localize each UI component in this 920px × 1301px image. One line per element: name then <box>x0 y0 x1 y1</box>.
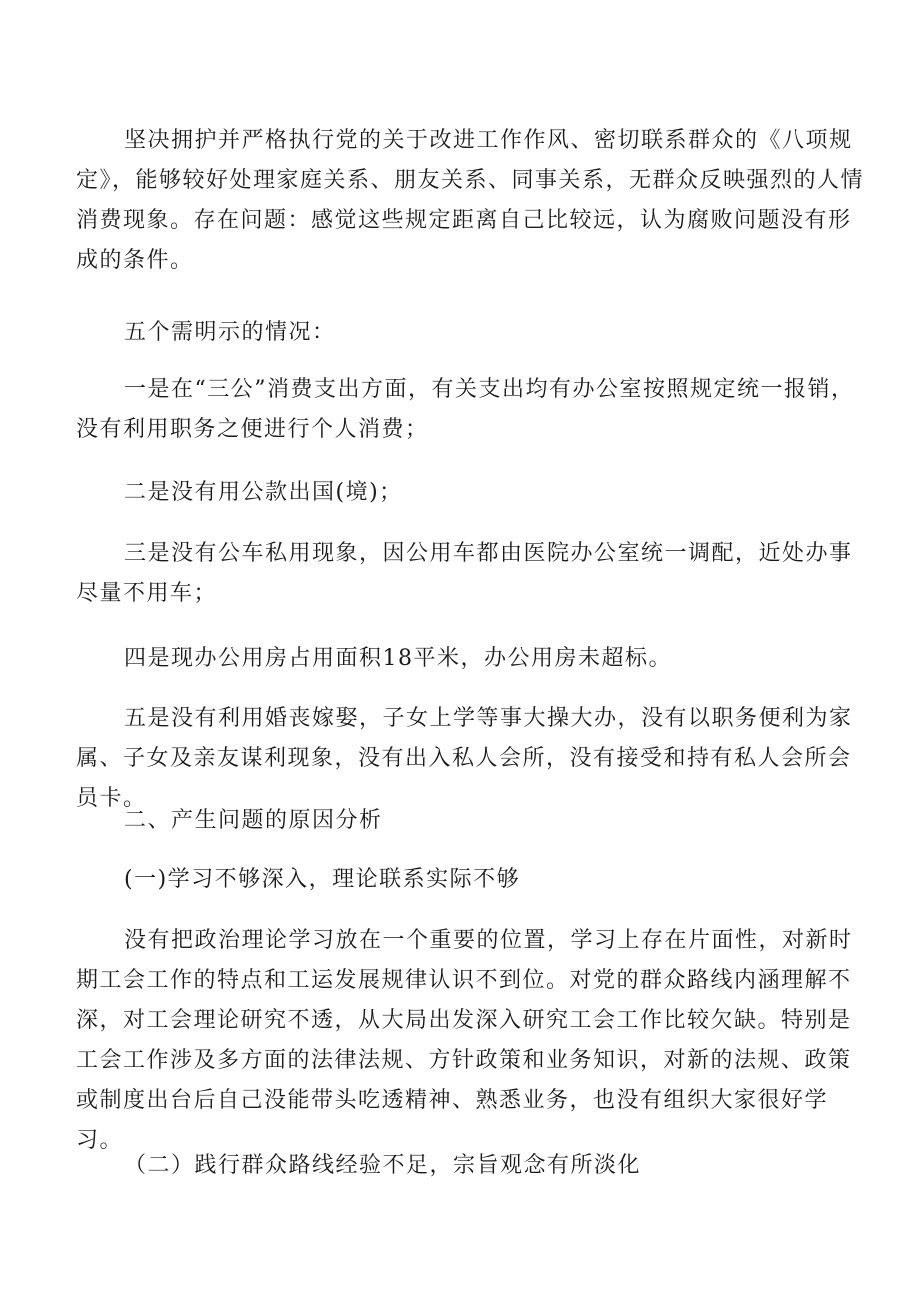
paragraph-study-analysis: 没有把政治理论学习放在一个重要的位置，学习上存在片面性，对新时期工会工作的特点和工运发展规律认识不到位。对党的群众路线内涵理解不深，对工会理论研究不透，从大局出发深入研究工会工作比较欠缺。特别是工会工作涉及多方面的法律法规、方针政策和业务知识，对新的法规、政策或制度出台后自己没能带头吃透精神、熟悉业务，也没有组织大家很好学习。 <box>76 928 853 1153</box>
paragraph-disclosure-3: 三是没有公车私用现象，因公用车都由医院办公室统一调配，近处办事尽量不用车； <box>76 541 853 606</box>
section-heading-cause-analysis: 二、产生问题的原因分析 <box>124 808 383 833</box>
subheading-study: (一)学习不够深入，理论联系实际不够 <box>124 867 521 892</box>
paragraph-five-disclosures-heading: 五个需明示的情况： <box>124 320 336 345</box>
paragraph-disclosure-2: 二是没有用公款出国(境)； <box>124 480 403 505</box>
paragraph-disclosure-5: 五是没有利用婚丧嫁娶，子女上学等事大操大办，没有以职务便利为家属、子女及亲友谋利现象，没有出入私人会所，没有接受和持有私人会所会员卡。 <box>76 706 853 811</box>
paragraph-disclosure-4: 四是现办公用房占用面积18平米，办公用房未超标。 <box>124 646 672 671</box>
paragraph-disclosure-1: 一是在“三公”消费支出方面，有关支出均有办公室按照规定统一报销，没有利用职务之便进行个人消费； <box>76 377 855 442</box>
paragraph-eight-rules: 坚决拥护并严格执行党的关于改进工作作风、密切联系群众的《八项规定》，能够较好处理家庭关系、朋友关系、同事关系，无群众反映强烈的人情消费现象。存在问题：感觉这些规定距离自己比较远，认为腐败问题没有形成的条件。 <box>76 128 865 273</box>
subheading-mass-line: （二）践行群众路线经验不足，宗旨观念有所淡化 <box>124 1153 642 1178</box>
